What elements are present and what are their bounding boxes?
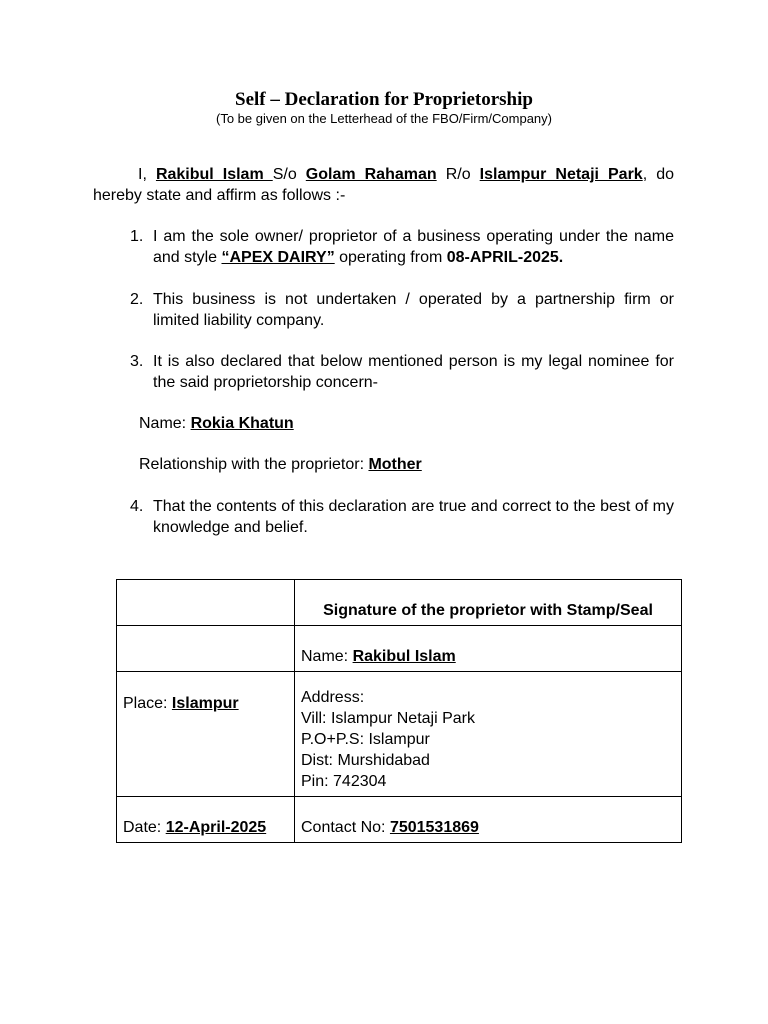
intro-text-1: I, <box>138 166 156 183</box>
clause-text <box>153 226 674 268</box>
clause-number: 1. <box>130 228 144 245</box>
empty-cell <box>117 626 295 672</box>
nominee-name-label: Name: <box>139 415 191 432</box>
place-cell <box>117 672 295 797</box>
table-row <box>117 797 682 843</box>
declarant-name: Rakibul Islam <box>155 166 273 183</box>
intro-text-2: S/o <box>272 166 306 183</box>
date-cell <box>117 797 295 843</box>
intro-paragraph <box>93 164 674 206</box>
clause-number: 3. <box>130 353 144 370</box>
signature-heading: Signature of the proprietor with Stamp/Seal <box>295 580 682 626</box>
clause-4 <box>93 496 674 538</box>
address-line: Pin: 742304 <box>301 773 387 790</box>
clause-text: It is also declared that below mentioned person is my legal nominee for the said proprietorship concern- <box>153 353 674 391</box>
clause-1 <box>93 226 674 268</box>
clause-number: 2. <box>130 291 144 308</box>
contact-label: Contact No: <box>301 819 390 836</box>
proprietor-name: Rakibul Islam <box>352 648 456 665</box>
clause-3 <box>93 351 674 393</box>
father-name: Golam Rahaman <box>305 166 437 183</box>
contact-number: 7501531869 <box>389 819 479 836</box>
nominee-relation: Mother <box>368 456 422 473</box>
clause-2 <box>93 289 674 331</box>
residence: Islampur Netaji Park <box>479 166 643 183</box>
nominee-name-line <box>139 413 294 434</box>
nominee-relation-label: Relationship with the proprietor: <box>139 456 369 473</box>
business-name: “APEX DAIRY” <box>221 249 335 266</box>
nominee-relation-line <box>139 454 422 475</box>
address-line: Vill: Islampur Netaji Park <box>301 710 475 727</box>
table-row <box>117 580 682 626</box>
signature-table <box>116 579 682 843</box>
document-title: Self – Declaration for Proprietorship <box>235 89 533 110</box>
date-label: Date: <box>123 819 166 836</box>
table-row <box>117 626 682 672</box>
nominee-name: Rokia Khatun <box>190 415 294 432</box>
clause-1-text-b: operating from <box>334 249 447 266</box>
clause-1-text-a: I am the sole owner/ proprietor of a business operating under the name and style <box>153 228 674 266</box>
table-row <box>117 672 682 797</box>
empty-cell <box>117 580 295 626</box>
intro-text-4: , do hereby state and affirm as follows :- <box>93 166 674 204</box>
place-value: Islampur <box>171 695 239 712</box>
proprietor-name-label: Name: <box>301 648 353 665</box>
address-label: Address: <box>301 689 365 706</box>
contact-cell <box>295 797 682 843</box>
clause-text: This business is not undertaken / operated by a partnership firm or limited liability company. <box>153 291 674 329</box>
place-label: Place: <box>123 695 172 712</box>
address-cell <box>295 672 682 797</box>
address-line: Dist: Murshidabad <box>301 752 430 769</box>
clause-text: That the contents of this declaration are true and correct to the best of my knowledge and belief. <box>153 498 674 536</box>
intro-text-3: R/o <box>436 166 480 183</box>
business-start-date: 08-APRIL-2025. <box>446 249 564 266</box>
document-subtitle: (To be given on the Letterhead of the FBO/Firm/Company) <box>215 111 552 126</box>
proprietor-name-cell <box>295 626 682 672</box>
date-value: 12-April-2025 <box>165 819 267 836</box>
clause-number: 4. <box>130 498 144 515</box>
address-line: P.O+P.S: Islampur <box>301 731 430 748</box>
